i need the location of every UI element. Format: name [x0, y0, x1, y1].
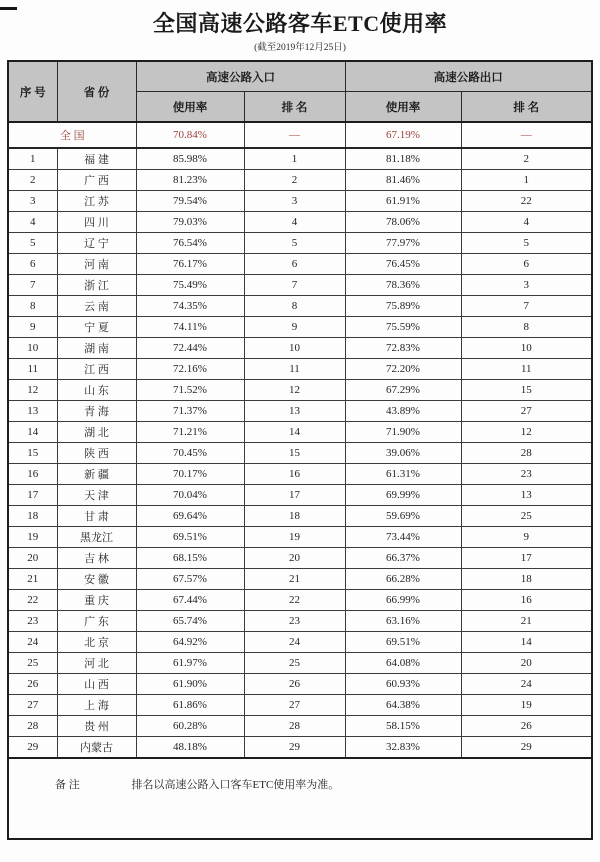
cell-exit-rank: 10 [461, 338, 592, 359]
cell-entrance-usage: 61.90% [136, 674, 244, 695]
cell-exit-rank: 3 [461, 275, 592, 296]
cell-entrance-usage: 60.28% [136, 716, 244, 737]
cell-entrance-usage: 70.04% [136, 485, 244, 506]
cell-entrance-rank: 23 [244, 611, 345, 632]
cell-entrance-usage: 81.23% [136, 170, 244, 191]
header-exit-usage: 使用率 [345, 92, 461, 123]
cell-province: 上 海 [57, 695, 136, 716]
table-row [8, 548, 592, 569]
cell-entrance-rank: 20 [244, 548, 345, 569]
cell-entrance-rank: 14 [244, 422, 345, 443]
cell-exit-usage: 66.99% [345, 590, 461, 611]
cell-entrance-rank: 24 [244, 632, 345, 653]
cell-exit-rank: 8 [461, 317, 592, 338]
table-row [8, 590, 592, 611]
cell-exit-usage: 63.16% [345, 611, 461, 632]
cell-entrance-usage: 71.21% [136, 422, 244, 443]
header-entrance-usage: 使用率 [136, 92, 244, 123]
cell-exit-rank: 1 [461, 170, 592, 191]
cell-entrance-usage: 68.15% [136, 548, 244, 569]
cell-index: 21 [8, 569, 57, 590]
cell-exit-usage: 76.45% [345, 254, 461, 275]
cell-entrance-rank: 11 [244, 359, 345, 380]
cell-province: 广 西 [57, 170, 136, 191]
cell-province: 山 东 [57, 380, 136, 401]
cell-index: 22 [8, 590, 57, 611]
cell-entrance-rank: 2 [244, 170, 345, 191]
table-row [8, 695, 592, 716]
table-row [8, 632, 592, 653]
cell-exit-usage: 67.29% [345, 380, 461, 401]
table-row [8, 275, 592, 296]
cell-province: 福 建 [57, 148, 136, 170]
cell-exit-usage: 43.89% [345, 401, 461, 422]
cell-exit-rank: 18 [461, 569, 592, 590]
cell-index: 23 [8, 611, 57, 632]
cell-national-label: 全 国 [8, 122, 136, 148]
cell-index: 11 [8, 359, 57, 380]
table-row [8, 716, 592, 737]
cell-entrance-usage: 65.74% [136, 611, 244, 632]
cell-entrance-rank: 5 [244, 233, 345, 254]
cell-exit-rank: 16 [461, 590, 592, 611]
cell-exit-rank: 22 [461, 191, 592, 212]
cell-entrance-usage: 79.03% [136, 212, 244, 233]
cell-province: 广 东 [57, 611, 136, 632]
cell-entrance-rank: 12 [244, 380, 345, 401]
header-province: 省 份 [57, 61, 136, 122]
cell-index: 26 [8, 674, 57, 695]
cell-entrance-usage: 61.97% [136, 653, 244, 674]
cell-national-exit-rank: — [461, 122, 592, 148]
cell-index: 4 [8, 212, 57, 233]
cell-exit-usage: 64.38% [345, 695, 461, 716]
cell-province: 宁 夏 [57, 317, 136, 338]
table-row [8, 464, 592, 485]
cell-index: 5 [8, 233, 57, 254]
cell-exit-usage: 66.37% [345, 548, 461, 569]
table-row [8, 233, 592, 254]
cell-index: 29 [8, 737, 57, 759]
cell-exit-usage: 60.93% [345, 674, 461, 695]
cell-exit-usage: 32.83% [345, 737, 461, 759]
cell-index: 7 [8, 275, 57, 296]
cell-index: 12 [8, 380, 57, 401]
table-row [8, 422, 592, 443]
cell-entrance-rank: 21 [244, 569, 345, 590]
table-row [8, 254, 592, 275]
table-row [8, 653, 592, 674]
cell-index: 2 [8, 170, 57, 191]
scan-artifact-line [0, 7, 17, 10]
header-index: 序 号 [8, 61, 57, 122]
cell-exit-usage: 58.15% [345, 716, 461, 737]
cell-entrance-rank: 17 [244, 485, 345, 506]
cell-exit-rank: 11 [461, 359, 592, 380]
table-header [8, 61, 592, 122]
cell-exit-rank: 17 [461, 548, 592, 569]
cell-entrance-usage: 74.35% [136, 296, 244, 317]
cell-province: 北 京 [57, 632, 136, 653]
cell-entrance-rank: 16 [244, 464, 345, 485]
cell-exit-usage: 75.59% [345, 317, 461, 338]
cell-entrance-usage: 75.49% [136, 275, 244, 296]
table-row [8, 170, 592, 191]
footer-note-cell [8, 758, 592, 839]
table-row [8, 569, 592, 590]
cell-exit-usage: 78.06% [345, 212, 461, 233]
cell-entrance-rank: 27 [244, 695, 345, 716]
cell-exit-rank: 4 [461, 212, 592, 233]
header-exit-group: 高速公路出口 [345, 61, 592, 92]
page-subtitle: (截至2019年12月25日) [254, 43, 346, 53]
cell-entrance-rank: 4 [244, 212, 345, 233]
cell-exit-usage: 78.36% [345, 275, 461, 296]
table-footer [8, 758, 592, 839]
cell-entrance-rank: 1 [244, 148, 345, 170]
cell-entrance-usage: 72.44% [136, 338, 244, 359]
cell-index: 20 [8, 548, 57, 569]
cell-province: 浙 江 [57, 275, 136, 296]
table-row [8, 148, 592, 170]
cell-entrance-rank: 7 [244, 275, 345, 296]
cell-exit-rank: 24 [461, 674, 592, 695]
cell-entrance-usage: 71.52% [136, 380, 244, 401]
cell-index: 14 [8, 422, 57, 443]
cell-entrance-usage: 64.92% [136, 632, 244, 653]
etc-usage-table [7, 60, 593, 840]
cell-entrance-rank: 19 [244, 527, 345, 548]
cell-entrance-rank: 29 [244, 737, 345, 759]
cell-exit-rank: 20 [461, 653, 592, 674]
cell-province: 吉 林 [57, 548, 136, 569]
cell-province: 贵 州 [57, 716, 136, 737]
cell-national-entrance-rank: — [244, 122, 345, 148]
cell-exit-usage: 69.51% [345, 632, 461, 653]
cell-exit-rank: 21 [461, 611, 592, 632]
table-row [8, 338, 592, 359]
table-row [8, 317, 592, 338]
cell-index: 13 [8, 401, 57, 422]
cell-index: 9 [8, 317, 57, 338]
table-row [8, 674, 592, 695]
cell-entrance-rank: 15 [244, 443, 345, 464]
cell-exit-usage: 59.69% [345, 506, 461, 527]
cell-province: 内蒙古 [57, 737, 136, 759]
table-row [8, 380, 592, 401]
cell-entrance-rank: 22 [244, 590, 345, 611]
cell-exit-usage: 72.20% [345, 359, 461, 380]
cell-index: 19 [8, 527, 57, 548]
cell-exit-rank: 28 [461, 443, 592, 464]
cell-entrance-rank: 8 [244, 296, 345, 317]
cell-entrance-usage: 85.98% [136, 148, 244, 170]
table-row [8, 506, 592, 527]
cell-entrance-usage: 76.54% [136, 233, 244, 254]
cell-province: 四 川 [57, 212, 136, 233]
footer-note-label: 备 注 [55, 779, 80, 791]
cell-province: 江 苏 [57, 191, 136, 212]
header-entrance-rank: 排 名 [244, 92, 345, 123]
cell-index: 15 [8, 443, 57, 464]
cell-entrance-rank: 9 [244, 317, 345, 338]
cell-index: 28 [8, 716, 57, 737]
table-row [8, 485, 592, 506]
cell-exit-rank: 29 [461, 737, 592, 759]
header-exit-rank: 排 名 [461, 92, 592, 123]
cell-province: 湖 南 [57, 338, 136, 359]
cell-exit-usage: 71.90% [345, 422, 461, 443]
cell-province: 河 南 [57, 254, 136, 275]
cell-entrance-rank: 3 [244, 191, 345, 212]
cell-province: 青 海 [57, 401, 136, 422]
cell-entrance-usage: 67.57% [136, 569, 244, 590]
cell-exit-usage: 72.83% [345, 338, 461, 359]
cell-entrance-usage: 71.37% [136, 401, 244, 422]
cell-exit-rank: 19 [461, 695, 592, 716]
header-entrance-group: 高速公路入口 [136, 61, 345, 92]
cell-province: 辽 宁 [57, 233, 136, 254]
cell-exit-rank: 15 [461, 380, 592, 401]
cell-index: 8 [8, 296, 57, 317]
cell-province: 江 西 [57, 359, 136, 380]
cell-entrance-usage: 67.44% [136, 590, 244, 611]
cell-index: 18 [8, 506, 57, 527]
cell-entrance-usage: 70.45% [136, 443, 244, 464]
cell-exit-usage: 81.18% [345, 148, 461, 170]
cell-index: 1 [8, 148, 57, 170]
cell-province: 新 疆 [57, 464, 136, 485]
cell-exit-rank: 23 [461, 464, 592, 485]
cell-index: 3 [8, 191, 57, 212]
cell-province: 黑龙江 [57, 527, 136, 548]
cell-province: 湖 北 [57, 422, 136, 443]
cell-province: 山 西 [57, 674, 136, 695]
cell-entrance-rank: 25 [244, 653, 345, 674]
footer-note-text: 排名以高速公路入口客车ETC使用率为准。 [131, 779, 340, 791]
cell-exit-usage: 64.08% [345, 653, 461, 674]
cell-index: 10 [8, 338, 57, 359]
cell-exit-usage: 81.46% [345, 170, 461, 191]
table-row [8, 401, 592, 422]
cell-index: 17 [8, 485, 57, 506]
cell-province: 安 徽 [57, 569, 136, 590]
table-row [8, 737, 592, 759]
cell-national-exit-usage: 67.19% [345, 122, 461, 148]
cell-province: 陕 西 [57, 443, 136, 464]
cell-exit-usage: 66.28% [345, 569, 461, 590]
cell-entrance-usage: 69.64% [136, 506, 244, 527]
cell-entrance-rank: 18 [244, 506, 345, 527]
table-row [8, 611, 592, 632]
cell-exit-usage: 69.99% [345, 485, 461, 506]
cell-entrance-rank: 6 [244, 254, 345, 275]
cell-exit-rank: 12 [461, 422, 592, 443]
cell-entrance-rank: 13 [244, 401, 345, 422]
table-row [8, 191, 592, 212]
cell-entrance-usage: 76.17% [136, 254, 244, 275]
cell-national-entrance-usage: 70.84% [136, 122, 244, 148]
cell-province: 重 庆 [57, 590, 136, 611]
cell-entrance-usage: 72.16% [136, 359, 244, 380]
cell-exit-rank: 27 [461, 401, 592, 422]
cell-entrance-usage: 69.51% [136, 527, 244, 548]
cell-exit-rank: 5 [461, 233, 592, 254]
cell-exit-usage: 77.97% [345, 233, 461, 254]
cell-exit-usage: 73.44% [345, 527, 461, 548]
page-title: 全国高速公路客车ETC使用率 [152, 11, 448, 36]
cell-exit-rank: 13 [461, 485, 592, 506]
table-row [8, 296, 592, 317]
cell-index: 25 [8, 653, 57, 674]
cell-province: 云 南 [57, 296, 136, 317]
cell-exit-rank: 25 [461, 506, 592, 527]
cell-exit-rank: 2 [461, 148, 592, 170]
cell-entrance-usage: 61.86% [136, 695, 244, 716]
cell-entrance-rank: 10 [244, 338, 345, 359]
table-row [8, 443, 592, 464]
cell-province: 河 北 [57, 653, 136, 674]
cell-province: 天 津 [57, 485, 136, 506]
cell-index: 24 [8, 632, 57, 653]
national-row [8, 122, 592, 148]
cell-entrance-usage: 79.54% [136, 191, 244, 212]
cell-exit-usage: 61.31% [345, 464, 461, 485]
cell-exit-rank: 26 [461, 716, 592, 737]
cell-entrance-usage: 74.11% [136, 317, 244, 338]
cell-index: 6 [8, 254, 57, 275]
cell-entrance-usage: 48.18% [136, 737, 244, 759]
cell-province: 甘 肃 [57, 506, 136, 527]
cell-entrance-usage: 70.17% [136, 464, 244, 485]
cell-entrance-rank: 28 [244, 716, 345, 737]
table-row [8, 359, 592, 380]
cell-exit-rank: 7 [461, 296, 592, 317]
cell-exit-rank: 9 [461, 527, 592, 548]
cell-index: 16 [8, 464, 57, 485]
table-row [8, 212, 592, 233]
cell-exit-rank: 14 [461, 632, 592, 653]
cell-exit-usage: 39.06% [345, 443, 461, 464]
cell-entrance-rank: 26 [244, 674, 345, 695]
cell-exit-usage: 75.89% [345, 296, 461, 317]
table-row [8, 527, 592, 548]
cell-index: 27 [8, 695, 57, 716]
cell-exit-usage: 61.91% [345, 191, 461, 212]
cell-exit-rank: 6 [461, 254, 592, 275]
